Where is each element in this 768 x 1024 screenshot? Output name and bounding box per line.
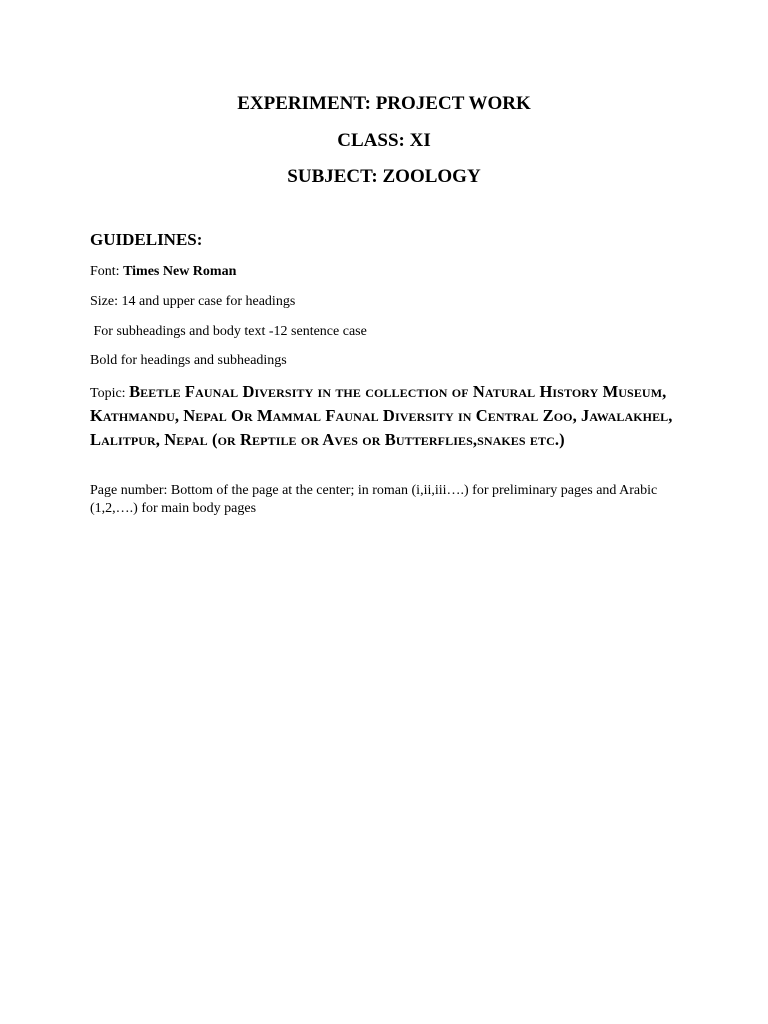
guidelines-heading: GUIDELINES: (90, 230, 203, 249)
topic-label: Topic: (90, 386, 130, 401)
font-guideline (90, 263, 690, 281)
font-value: Times New Roman (123, 264, 237, 279)
font-label: Font: (90, 264, 124, 279)
class-title: CLASS: XI (337, 130, 431, 151)
experiment-title: EXPERIMENT: PROJECT WORK (237, 93, 531, 114)
topic-value: Beetle Faunal Diversity in the collection of Natural History Museum, Kathmandu, Nepal Or Mammal Faunal Diversity in Central Zoo, Jawalakhel, Lalitpur, Nepal (or Reptile or Aves or Butterflies,snakes etc.) (90, 382, 673, 449)
topic-guideline (90, 381, 680, 453)
subject-title: SUBJECT: ZOOLOGY (287, 166, 481, 187)
subheading-guideline: For subheadings and body text -12 sentence case (90, 324, 367, 339)
size-guideline: Size: 14 and upper case for headings (90, 294, 296, 309)
bold-guideline: Bold for headings and subheadings (90, 353, 287, 368)
page-number-guideline: Page number: Bottom of the page at the center; in roman (i,ii,iii….) for preliminary pages and Arabic (1,2,….) for main body pages (90, 483, 658, 516)
